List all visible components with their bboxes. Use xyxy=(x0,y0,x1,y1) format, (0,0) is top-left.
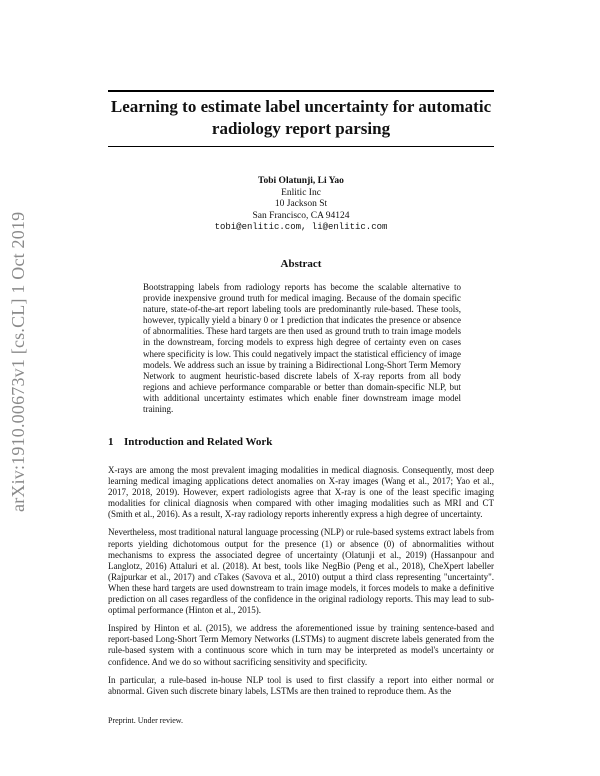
section-body xyxy=(108,465,494,704)
section-heading xyxy=(108,436,272,448)
abstract-text: Bootstrapping labels from radiology reports has become the scalable alternative to provide inexpensive ground truth for medical imaging. Because of the domain specific nature, state-of-the-art report labeling tools are predominantly rule-based. These tools, however, typically yield a binary 0 or 1 prediction that indicates the presence or absence of abnormalities. These hard targets are then used as ground truth to train image models in the downstream, forcing models to express high degree of certainty even on cases where specificity is low. This could negatively impact the statistical efficiency of image models. We address such an issue by training a Bidirectional Long-Short Term Memory Network to augment heuristic-based discrete labels of X-ray reports from all body regions and achieve performance comparable or better than domain-specific NLP, but with additional uncertainty estimates which enable finer downstream image model training. xyxy=(143,282,461,415)
author-address-line2: San Francisco, CA 94124 xyxy=(252,210,350,221)
body-paragraph: Inspired by Hinton et al. (2015), we address the aforementioned issue by training sentence-based and report-based Long-Short Term Memory Networks (LSTMs) to augment discrete labels generated from the rule-based system with a continuous score which in turn may be interpreted as model's uncertainty or confidence. And we do so without sacrificing sensitivity and specificity. xyxy=(108,623,494,667)
author-address-line1: 10 Jackson St xyxy=(274,199,328,209)
section-number: 1 xyxy=(108,436,114,448)
page-footer: Preprint. Under review. xyxy=(108,716,184,725)
author-names: Tobi Olatunji, Li Yao xyxy=(258,176,344,186)
author-emails: tobi@enlitic.com, li@enlitic.com xyxy=(214,222,388,232)
abstract-heading: Abstract xyxy=(280,258,322,270)
body-paragraph: In particular, a rule-based in-house NLP tool is used to first classify a report into either normal or abnormal. Given such discrete binary labels, LSTMs are then trained to reproduce them. As the xyxy=(108,674,494,696)
body-paragraph: X-rays are among the most prevalent imaging modalities in medical diagnosis. Consequently, most deep learning medical imaging applications detect anomalies on X-ray images (Wang et al., 2017; Yao et al., 2017, 2018, 2019). However, expert radiologists agree that X-ray is one of the least specific imaging modalities for clinical diagnosis when compared with other imaging modalities such as MRI and CT (Smith et al., 2016). As a result, X-ray radiology reports inherently express a high degree of uncertainty. xyxy=(108,465,494,520)
paper-title: Learning to estimate label uncertainty for automatic radiology report parsing xyxy=(110,97,492,138)
title-top-rule xyxy=(108,90,494,92)
body-paragraph: Nevertheless, most traditional natural language processing (NLP) or rule-based systems extract labels from reports yielding dichotomous output for the presence (1) or absence (0) of abnormalities without mechanisms to express the associated degree of uncertainty (Olatunji et al., 2019) (Hassanpour and Langlotz, 2016) Attaluri et al. (2018). At best, tools like NegBio (Peng et al., 2018), CheXpert labeller (Rajpurkar et al., 2017) and cTakes (Savova et al., 2010) output a third class representing "uncertainty". When these hard targets are used downstream to train image models, it forces models to make a definitive prediction on all cases regardless of the confidence in the original radiology reports. This may lead to sub-optimal performance (Hinton et al., 2015). xyxy=(108,527,494,616)
arxiv-identifier-stamp: arXiv:1910.00673v1 [cs.CL] 1 Oct 2019 xyxy=(8,211,28,512)
section-title: Introduction and Related Work xyxy=(124,436,273,448)
title-bottom-rule xyxy=(108,146,494,147)
author-affiliation: Enlitic Inc xyxy=(281,187,321,198)
author-block xyxy=(108,176,494,234)
